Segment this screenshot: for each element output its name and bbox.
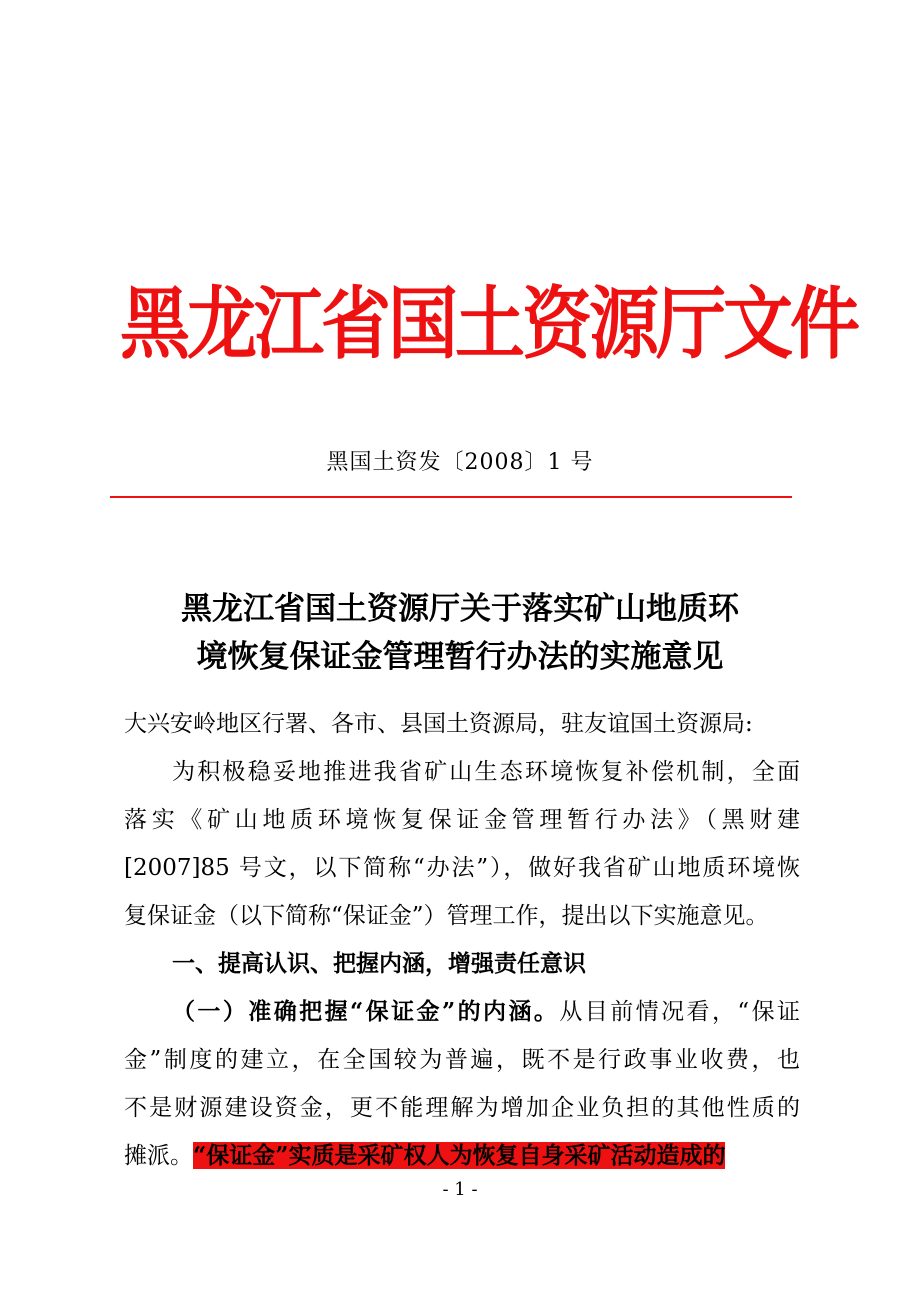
paragraph-1-line-1: 为积极稳妥地推进我省矿山生态环境恢复补偿机制，全面: [172, 759, 800, 785]
subsection-1-line-2: 金”制度的建立，在全国较为普遍，既不是行政事业收费，也: [124, 1047, 800, 1073]
subsection-1-heading: （一）准确把握“保证金”的内涵。: [172, 998, 560, 1025]
document-number: 黑国土资发〔2008〕1 号: [326, 450, 594, 475]
highlighted-text: “保证金”实质是采矿权人为恢复自身采矿活动造成的: [193, 1142, 726, 1169]
section-1-heading: 一、提高认识、把握内涵，增强责任意识: [172, 950, 586, 977]
page-number: - 1 -: [442, 1179, 478, 1200]
paragraph-1-line-2: 落实《矿山地质环境恢复保证金管理暂行办法》（黑财建: [124, 807, 800, 833]
document-title: [0, 585, 920, 681]
red-divider-line: [110, 496, 792, 498]
title-line-1: 黑龙江省国土资源厅关于落实矿山地质环: [181, 591, 739, 627]
subsection-1-text-end: 摊派。: [124, 1143, 193, 1169]
document-body: [124, 700, 800, 1180]
title-line-2: 境恢复保证金管理暂行办法的实施意见: [196, 639, 724, 675]
document-masthead: 黑龙江省国土资源厅文件: [120, 278, 857, 370]
subsection-1-text: 从目前情况看，“保证: [559, 999, 800, 1025]
addressee: 大兴安岭地区行署、各市、县国土资源局，驻友谊国土资源局:: [124, 711, 753, 737]
paragraph-1-line-4: 复保证金（以下简称“保证金”）管理工作，提出以下实施意见。: [124, 903, 769, 929]
subsection-1-line-4: [124, 1132, 800, 1180]
subsection-1-line-3: 不是财源建设资金，更不能理解为增加企业负担的其他性质的: [124, 1095, 800, 1121]
paragraph-1-line-3: [2007]85 号文，以下简称“办法”），做好我省矿山地质环境恢: [124, 855, 800, 881]
subsection-1-line-1: [124, 988, 800, 1036]
